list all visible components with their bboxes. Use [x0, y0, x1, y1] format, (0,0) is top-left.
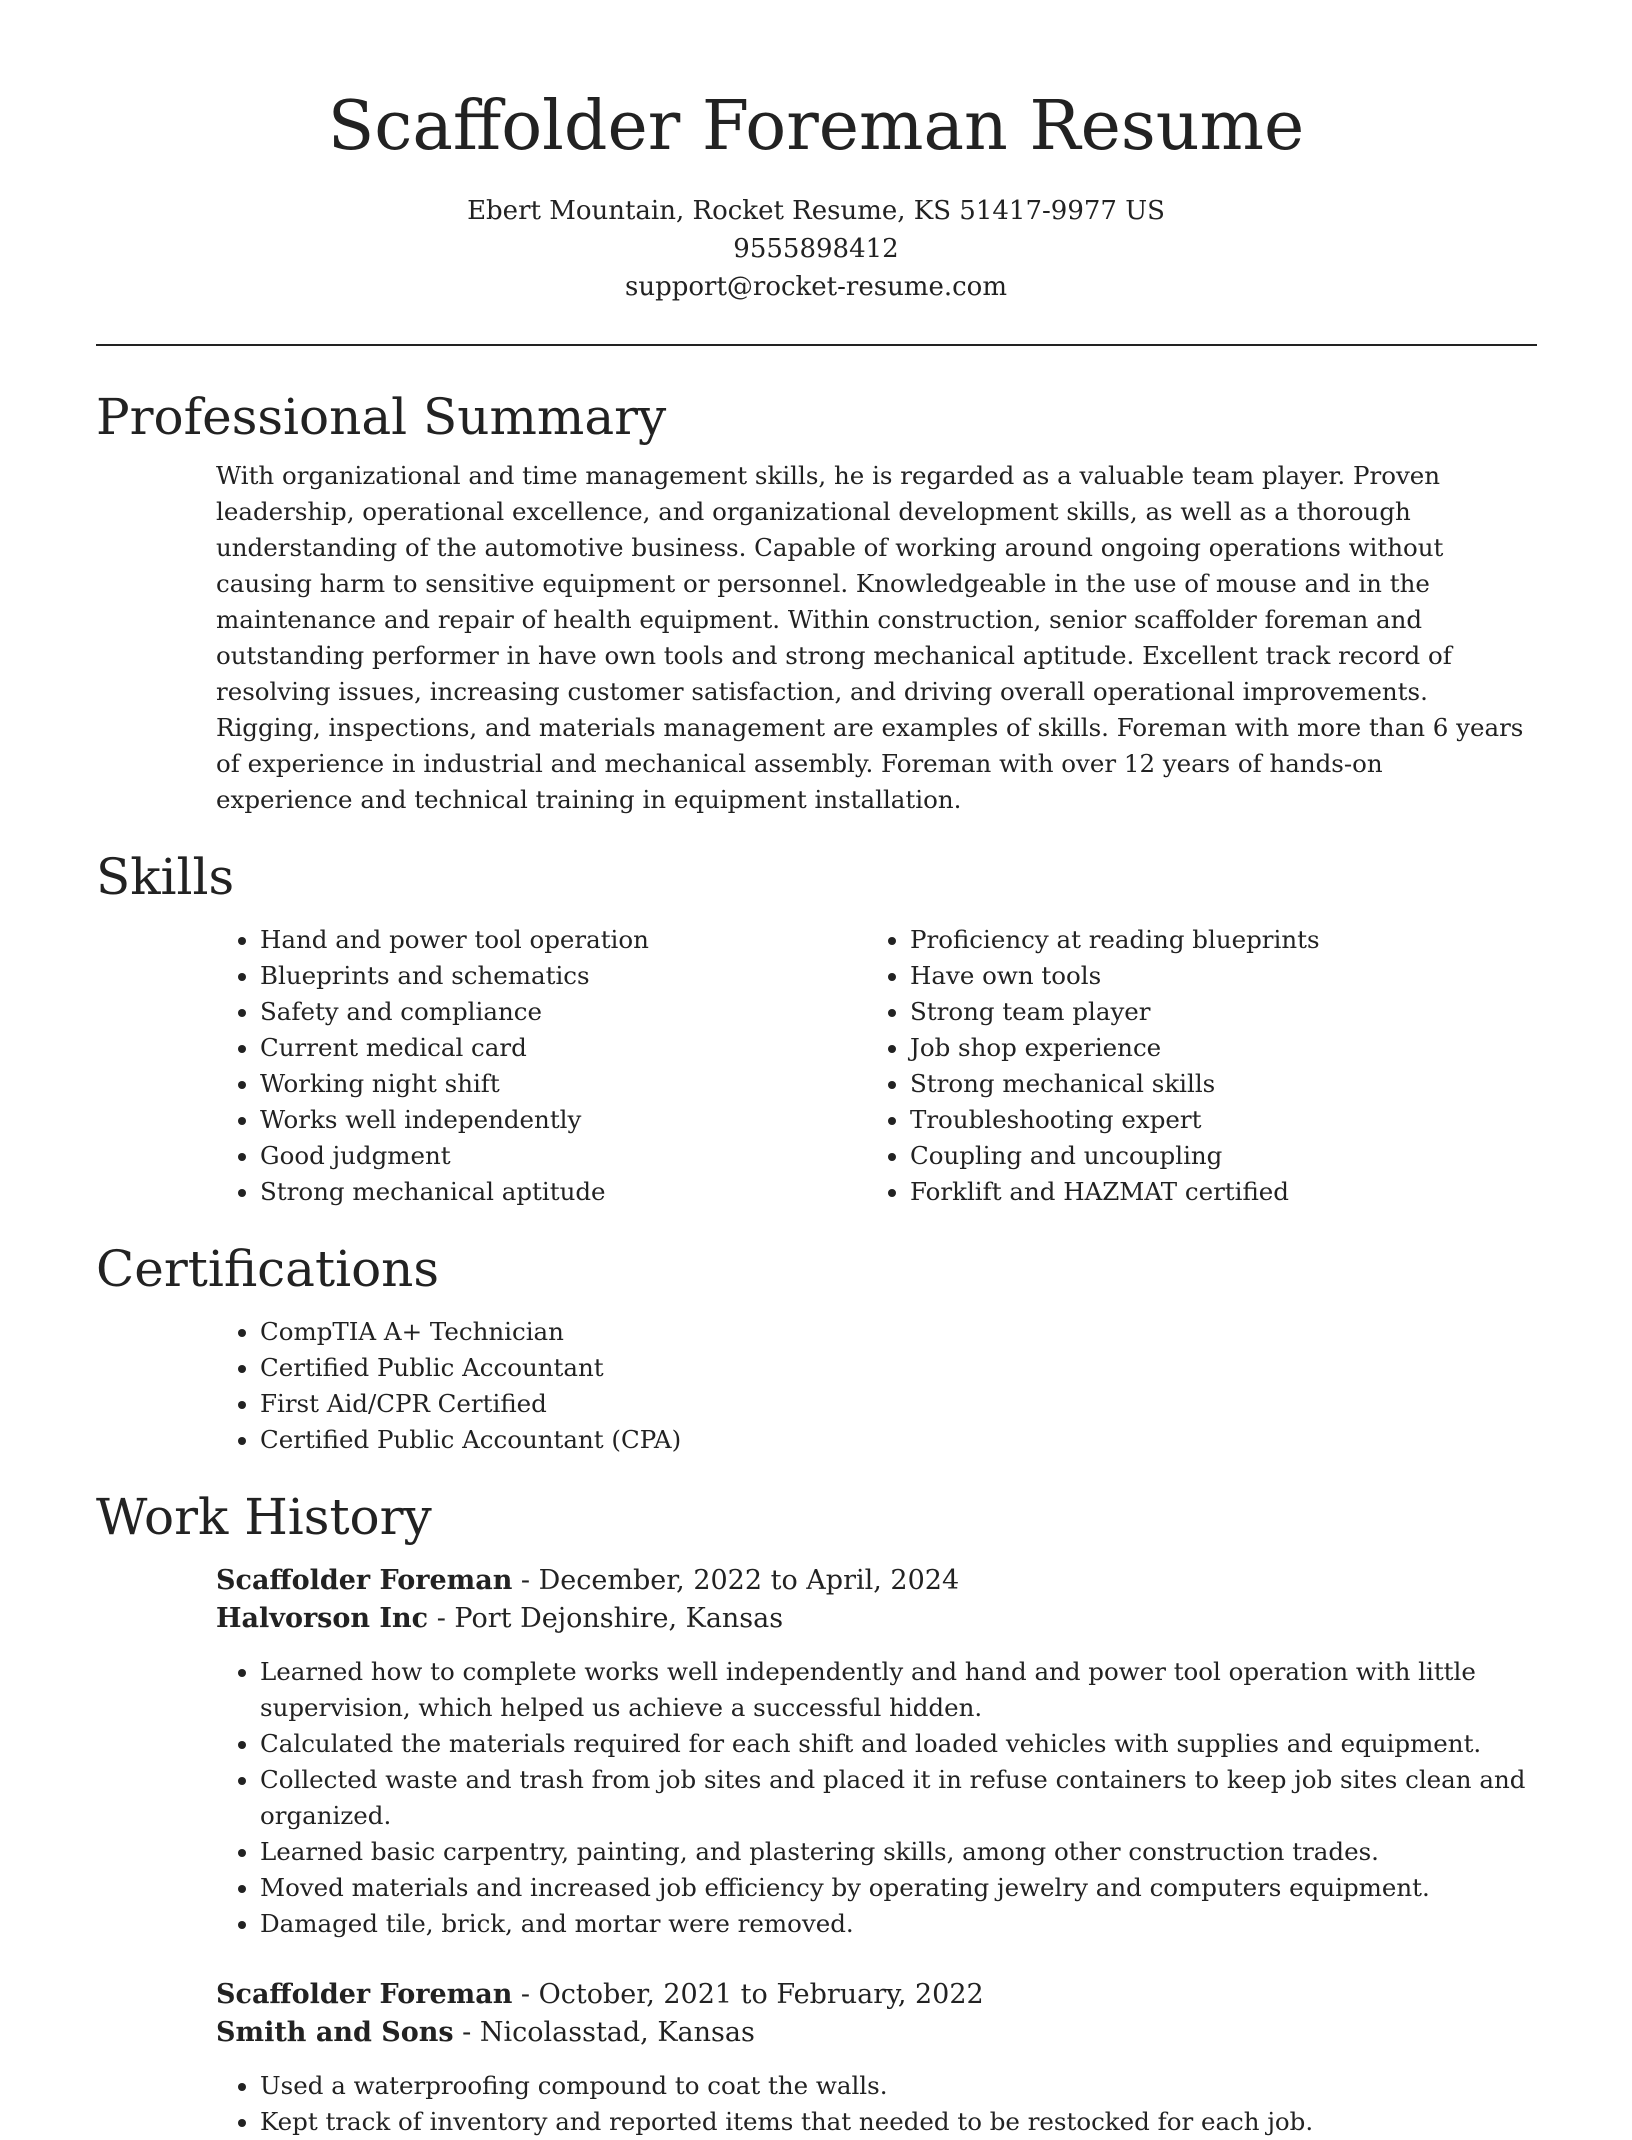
skills-list-left [216, 922, 866, 1210]
contact-phone: 9555898412 [733, 234, 899, 264]
contact-address: Ebert Mountain, Rocket Resume, KS 51417-9977 US [467, 196, 1165, 226]
list-item: • CompTIA A+ Technician [260, 1314, 1536, 1350]
job-entry [216, 1562, 1536, 1942]
resume-title: Scaffolder Foreman Resume [327, 87, 1305, 166]
summary-body [216, 458, 1536, 818]
list-item: • Hand and power tool operation [260, 922, 866, 958]
job-company-line [216, 2014, 1536, 2052]
list-item: • Certified Public Accountant [260, 1350, 1536, 1386]
job-bullet-list [216, 1654, 1536, 1942]
certifications-list [216, 1314, 1536, 1458]
list-item: • Troubleshooting expert [910, 1102, 1516, 1138]
skills-heading: Skills [96, 848, 235, 906]
job-entry [216, 1976, 1536, 2140]
job-dates: - October, 2021 to February, 2022 [512, 1979, 984, 2010]
job-bullet-list [216, 2068, 1536, 2140]
list-item: • Collected waste and trash from job sites and placed it in refuse containers to keep job sites clean and organized. [260, 1762, 1536, 1834]
list-item: • Learned basic carpentry, painting, and plastering skills, among other construction trades. [260, 1834, 1536, 1870]
list-item: • Learned how to complete works well independently and hand and power tool operation with little supervision, which helped us achieve a successful hidden. [260, 1654, 1536, 1726]
contact-block [0, 192, 1632, 306]
header-divider [96, 344, 1537, 346]
list-item: • Coupling and uncoupling [910, 1138, 1516, 1174]
job-location: - Port Dejonshire, Kansas [428, 1603, 784, 1634]
certifications-heading: Certifications [96, 1240, 440, 1298]
summary-text: With organizational and time management skills, he is regarded as a valuable team player. Proven leadership, operational excellence, and organizational development skills, as well as a thorough understanding of the automotive business. Capable of working around ongoing operations without causing harm to sensitive equipment or personnel. Knowledgeable in the use of mouse and in the maintenance and repair of health equipment. Within construction, senior scaffolder foreman and outstanding performer in have own tools and strong mechanical aptitude. Excellent track record of resolving issues, increasing customer satisfaction, and driving overall operational improvements. Rigging, inspections, and materials management are examples of skills. Foreman with more than 6 years of experience in industrial and mechanical assembly. Foreman with over 12 years of hands-on experience and technical training in equipment installation. [216, 461, 1524, 814]
skills-list-right [866, 922, 1516, 1210]
list-item: • Kept track of inventory and reported items that needed to be restocked for each job. [260, 2104, 1536, 2140]
work-history-heading: Work History [96, 1488, 432, 1546]
job-title-line [216, 1562, 1536, 1600]
skills-columns [216, 922, 1536, 1210]
summary-section [0, 386, 1632, 818]
list-item: • Strong mechanical skills [910, 1066, 1516, 1102]
certifications-body [216, 1314, 1536, 1458]
list-item: • Blueprints and schematics [260, 958, 866, 994]
job-location: - Nicolasstad, Kansas [453, 2017, 755, 2048]
list-item: • Job shop experience [910, 1030, 1516, 1066]
skills-column-right [866, 922, 1516, 1210]
list-item: • Safety and compliance [260, 994, 866, 1030]
job-company: Halvorson Inc [216, 1603, 429, 1634]
list-item: • Have own tools [910, 958, 1516, 994]
list-item: • Works well independently [260, 1102, 866, 1138]
contact-email: support@rocket-resume.com [624, 272, 1007, 302]
list-item: • Calculated the materials required for each shift and loaded vehicles with supplies and equipment. [260, 1726, 1536, 1762]
list-item: • Strong mechanical aptitude [260, 1174, 866, 1210]
summary-heading: Professional Summary [96, 388, 667, 446]
work-history-body [216, 1562, 1536, 2140]
work-history-section [0, 1486, 1632, 2140]
list-item: • First Aid/CPR Certified [260, 1386, 1536, 1422]
skills-column-left [216, 922, 866, 1210]
certifications-section [0, 1238, 1632, 1458]
resume-header [0, 0, 1632, 306]
skills-body [216, 922, 1536, 1210]
job-title-line [216, 1976, 1536, 2014]
list-item: • Forklift and HAZMAT certified [910, 1174, 1516, 1210]
job-title: Scaffolder Foreman [216, 1565, 513, 1596]
list-item: • Good judgment [260, 1138, 866, 1174]
list-item: • Used a waterproofing compound to coat the walls. [260, 2068, 1536, 2104]
job-company-line [216, 1600, 1536, 1638]
list-item: • Strong team player [910, 994, 1516, 1030]
job-dates: - December, 2022 to April, 2024 [512, 1565, 960, 1596]
list-item: • Working night shift [260, 1066, 866, 1102]
job-company: Smith and Sons [216, 2017, 454, 2048]
list-item: • Moved materials and increased job efficiency by operating jewelry and computers equipment. [260, 1870, 1536, 1906]
list-item: • Certified Public Accountant (CPA) [260, 1422, 1536, 1458]
list-item: • Damaged tile, brick, and mortar were removed. [260, 1906, 1536, 1942]
job-title: Scaffolder Foreman [216, 1979, 513, 2010]
list-item: • Current medical card [260, 1030, 866, 1066]
skills-section [0, 846, 1632, 1210]
list-item: • Proficiency at reading blueprints [910, 922, 1516, 958]
